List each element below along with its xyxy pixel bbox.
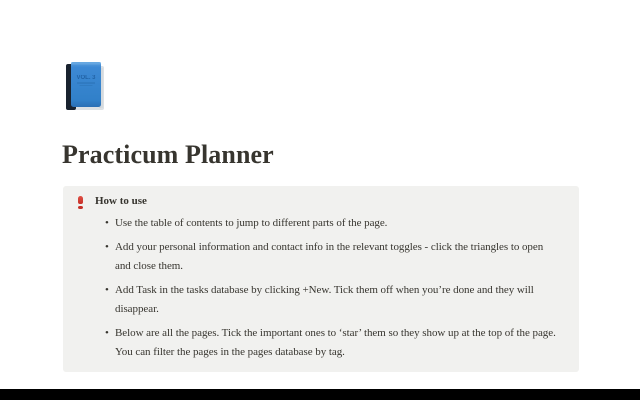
page-icon-blue-book[interactable]: [66, 62, 106, 112]
page-title: Practicum Planner: [62, 140, 274, 169]
book-cover-label: VOL. 3: [76, 75, 96, 81]
exclamation-dot: [78, 206, 83, 210]
list-item: • Below are all the pages. Tick the important ones to ‘star’ them so they show up at the top of the page. You can filter the pages in the pages database by tag.: [106, 324, 556, 362]
callout-heading: How to use: [95, 195, 147, 207]
list-item: • Add Task in the tasks database by clicking +New. Tick them off when you’re done and they will disappear.: [106, 281, 556, 319]
callout-bullet-list: [106, 214, 563, 362]
list-item: • Add your personal information and contact info in the relevant toggles - click the triangles to open and close them.: [106, 238, 556, 276]
callout-header: [77, 194, 563, 209]
blue-book-icon: [66, 62, 106, 112]
red-exclamation-mark-icon: [77, 194, 95, 209]
exclamation-bar: [78, 196, 83, 204]
list-item: • Use the table of contents to jump to different parts of the page.: [106, 214, 556, 233]
bottom-black-bar: [0, 389, 640, 400]
how-to-use-callout: [63, 186, 579, 372]
